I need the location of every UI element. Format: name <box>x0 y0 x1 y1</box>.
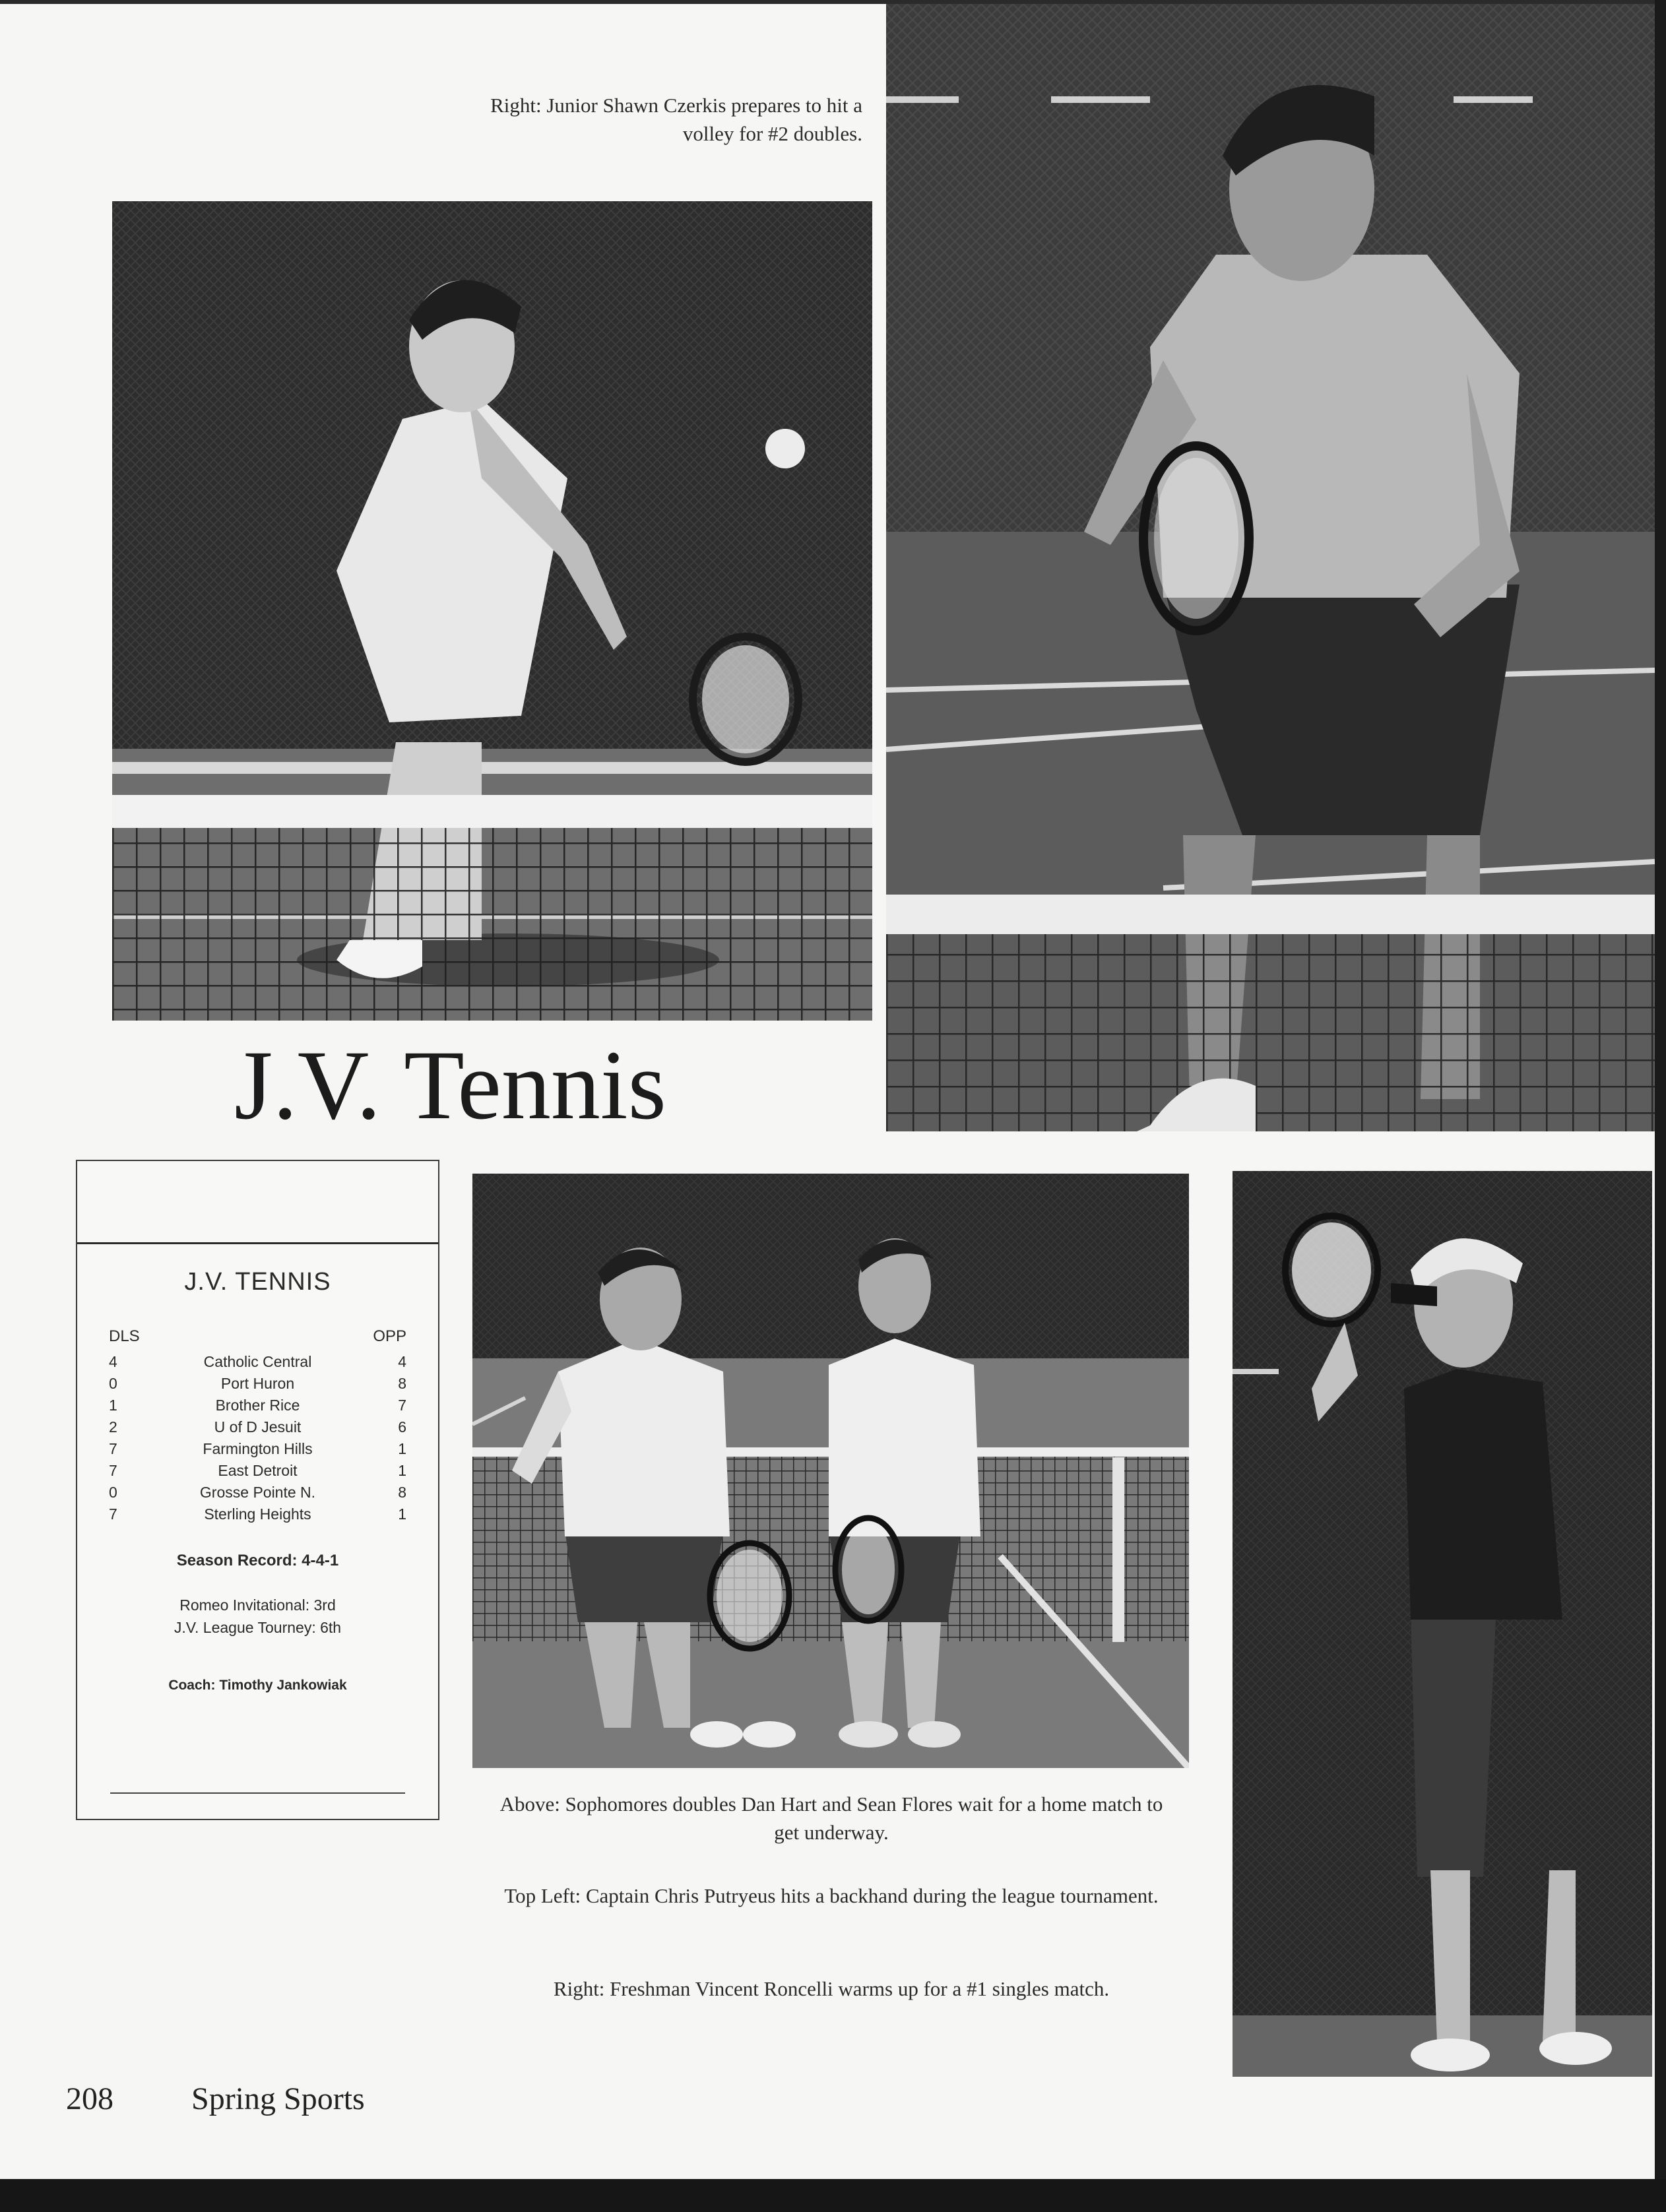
photo-captain-backhand <box>112 201 872 1021</box>
opp-score: 4 <box>398 1353 406 1370</box>
result-row <box>109 1482 406 1503</box>
caption-above <box>468 1790 1194 1847</box>
column-header-dls: DLS <box>109 1327 140 1345</box>
dls-score: 4 <box>109 1353 117 1370</box>
dls-score: 0 <box>109 1375 117 1392</box>
opp-score: 7 <box>398 1397 406 1414</box>
page-number: 208 <box>66 2081 113 2116</box>
dls-score: 0 <box>109 1484 117 1501</box>
page-title: J.V. Tennis <box>234 1030 666 1140</box>
caption-line: Above: Sophomores doubles Dan Hart and Sean Flores wait for a home match to <box>499 1792 1163 1816</box>
invitational-result: Romeo Invitational: 3rd <box>179 1596 336 1614</box>
caption-right-bottom: Right: Freshman Vincent Roncelli warms up for a #1 singles match. <box>553 1977 1110 2000</box>
result-row <box>109 1416 406 1438</box>
result-row <box>109 1460 406 1482</box>
result-row <box>109 1395 406 1416</box>
league-result: J.V. League Tourney: 6th <box>174 1619 342 1636</box>
column-header-opp: OPP <box>373 1327 406 1345</box>
opp-score: 8 <box>398 1484 406 1501</box>
result-row <box>109 1438 406 1460</box>
dls-score: 2 <box>109 1418 117 1436</box>
result-row <box>109 1351 406 1373</box>
page-edge-bottom <box>0 2179 1666 2212</box>
result-row <box>109 1503 406 1525</box>
opp-score: 1 <box>398 1462 406 1479</box>
page-edge-right <box>1655 0 1666 2212</box>
dls-score: 7 <box>109 1505 117 1523</box>
results-list <box>109 1351 406 1525</box>
photo-junior-volley <box>886 4 1655 1131</box>
caption-line: volley for #2 doubles. <box>682 122 862 145</box>
season-record-box <box>76 1160 439 1820</box>
section-name: Spring Sports <box>191 2081 365 2116</box>
divider <box>77 1242 438 1244</box>
opponent-name: Catholic Central <box>203 1353 312 1370</box>
opponent-name: Grosse Pointe N. <box>199 1484 316 1501</box>
opp-score: 1 <box>398 1505 406 1523</box>
opponent-name: Port Huron <box>220 1375 295 1392</box>
opponent-name: Brother Rice <box>215 1397 300 1414</box>
result-row <box>109 1373 406 1395</box>
opp-score: 8 <box>398 1375 406 1392</box>
season-record: Season Record: 4-4-1 <box>176 1552 339 1569</box>
opp-score: 6 <box>398 1418 406 1436</box>
caption-line: get underway. <box>774 1821 889 1844</box>
caption-top-left: Top Left: Captain Chris Putryeus hits a backhand during the league tournament. <box>504 1884 1159 1907</box>
divider <box>110 1792 405 1794</box>
caption-right-top <box>396 91 862 148</box>
dls-score: 7 <box>109 1440 117 1457</box>
opp-score: 1 <box>398 1440 406 1457</box>
coach-name: Coach: Timothy Jankowiak <box>168 1678 347 1693</box>
photo-sophomore-doubles <box>472 1174 1189 1768</box>
dls-score: 7 <box>109 1462 117 1479</box>
record-box-heading: J.V. TENNIS <box>184 1268 331 1296</box>
opponent-name: Sterling Heights <box>204 1505 311 1523</box>
opponent-name: East Detroit <box>218 1462 298 1479</box>
opponent-name: Farmington Hills <box>203 1440 313 1457</box>
dls-score: 1 <box>109 1397 117 1414</box>
opponent-name: U of D Jesuit <box>214 1418 302 1436</box>
caption-line: Right: Junior Shawn Czerkis prepares to hit a <box>490 94 862 117</box>
photo-freshman-warmup <box>1233 1171 1652 2077</box>
